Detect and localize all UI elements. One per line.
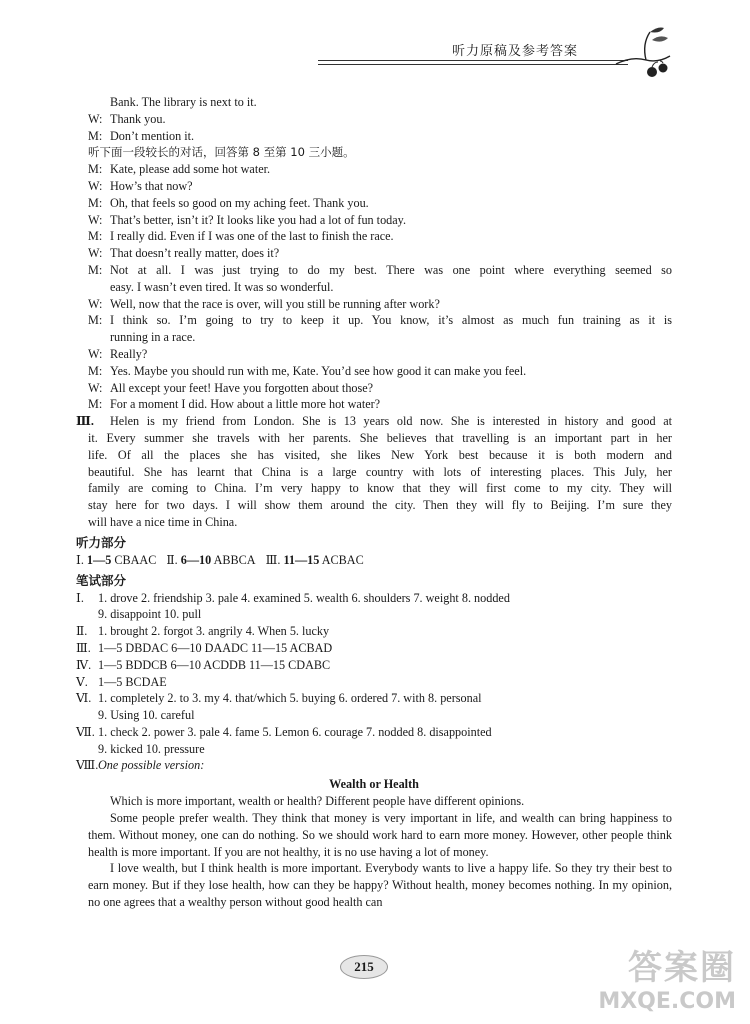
passage-text: life. Of all the places she has visited, she likes New York best because it is both modern and [88, 447, 672, 462]
dialogue-line [88, 128, 672, 145]
written-answer-line: Ⅱ. 1. brought 2. forgot 3. angrily 4. When 5. lucky [76, 624, 330, 639]
passage-text: stay here for two days. I will show them around the city. Then they will fly to Beijing. I’m sure they [88, 498, 672, 513]
speaker-label [88, 94, 110, 111]
dialogue-line [88, 380, 672, 397]
essay-paragraph: Which is more important, wealth or health? Different people have different opinions. [110, 794, 525, 809]
dialogue-text: That’s better, isn’t it? It looks like you had a lot of fun today. [110, 212, 407, 227]
written-answer-line: Ⅲ. 1—5 DBDAC 6—10 DAADC 11—15 ACBAD [76, 640, 333, 655]
dialogue-line [88, 312, 672, 329]
dialogue-line [88, 262, 672, 279]
dialogue-text: Oh, that feels so good on my aching feet. Thank you. [110, 195, 369, 210]
dialogue-line [88, 178, 672, 195]
dialogue-line [88, 245, 672, 262]
answers-block [76, 533, 672, 911]
passage-line [76, 480, 672, 497]
dialogue-line [88, 363, 672, 380]
dialogue-text: How’s that now? [110, 178, 193, 193]
dialogue-text: Not at all. I was just trying to do my best. There was one point where everything seemed so [110, 262, 672, 277]
speaker-label: W: [88, 296, 103, 311]
dialogue-line [88, 195, 672, 212]
passage-line [76, 430, 672, 447]
header-title: 听力原稿及参考答案 [452, 44, 579, 59]
dialogue-text: That doesn’t really matter, does it? [110, 246, 280, 261]
section-label: Ⅲ. [76, 414, 94, 429]
watermark-logo-text: 答案圈 [628, 948, 736, 988]
dialogue-text: I really did. Even if I was one of the last to finish the race. [110, 229, 394, 244]
written-heading: 笔试部分 [76, 572, 127, 588]
answer-group: Ⅲ. 11—15 ACBAC [265, 552, 364, 567]
written-answer-line: Ⅷ. One possible version: [76, 758, 205, 773]
listening-answer-line [76, 552, 672, 569]
passage-text: family are coming to China. I’m very happy to know that they will first come to my city. They will [88, 481, 672, 496]
written-answer-line: Ⅵ. 1. completely 2. to 3. my 4. that/which 5. buying 6. ordered 7. with 8. personal [76, 691, 482, 706]
passage-line [76, 447, 672, 464]
speaker-label: M: [88, 313, 103, 328]
speaker-label: M: [88, 229, 103, 244]
dialogue-text: Yes. Maybe you should run with me, Kate. You’d see how good it can make you feel. [110, 363, 527, 378]
essay-paragraph: I love wealth, but I think health is more important. Everybody wants to live a happy life. So they try their best to earn money. But if they lose health, how can they be happy? Without health, money becomes nothing. In my opinion, no one agrees that a wealthy person without good health can [88, 861, 672, 910]
passage-text: beautiful. She has learnt that China is a large country with lots of interesting places. This July, her [88, 464, 672, 479]
speaker-label: W: [88, 380, 103, 395]
speaker-label: M: [88, 363, 103, 378]
passage-line [76, 413, 672, 430]
speaker-label: W: [88, 111, 103, 126]
speaker-label: M: [88, 262, 103, 277]
speaker-label: W: [88, 246, 103, 261]
passage-block [76, 413, 672, 531]
essay-paragraph: Some people prefer wealth. They think that money is very important in life, and wealth can bring happiness to them. Without money, one can do nothing. So we should work hard to earn more money. However, other people think health is more important. If you are not healthy, it is no use having a lot of money. [88, 811, 672, 859]
dialogue-text: Thank you. [110, 111, 166, 126]
passage-text: Helen is my friend from London. She is 13 years old now. She is interested in history and good at [110, 414, 672, 429]
dialogue-text: Bank. The library is next to it. [110, 95, 257, 109]
dialogue-line [88, 396, 672, 413]
watermark-url: MXQE.COM [598, 989, 736, 1014]
written-answer-line: Ⅰ. 1. drove 2. friendship 3. pale 4. examined 5. wealth 6. shoulders 7. weight 8. nodded [76, 590, 510, 605]
dialogue-text: All except your feet! Have you forgotten about those? [110, 380, 374, 395]
answer-group: Ⅱ. 6—10 ABBCA [166, 552, 256, 567]
instruction-line: 听下面一段较长的对话，回答第 8 至第 10 三小题。 [88, 145, 355, 160]
dialogue-text: Well, now that the race is over, will you still be running after work? [110, 296, 440, 311]
dialogue-line [88, 228, 672, 245]
dialogue-line [88, 329, 672, 346]
passage-line [76, 514, 672, 531]
dialogue-text: easy. I wasn’t even tired. It was so wonderful. [110, 279, 334, 294]
passage-text: will have a nice time in China. [88, 514, 238, 529]
dialogue-text: running in a race. [110, 330, 196, 345]
dialogue-text: For a moment I did. How about a little more hot water? [110, 397, 381, 412]
dialogue-line [88, 296, 672, 313]
speaker-label: W: [88, 212, 103, 227]
speaker-label: M: [88, 397, 103, 412]
passage-text: it. Every summer she travels with her parents. She believes that travelling is an important part in her [88, 430, 672, 445]
speaker-label: M: [88, 162, 103, 177]
dialogue-text: Kate, please add some hot water. [110, 162, 271, 177]
essay-title: Wealth or Health [329, 777, 419, 792]
dialogue-line [88, 212, 672, 229]
watermark [598, 940, 736, 1014]
answer-group: Ⅰ. 1—5 CBAAC [76, 552, 157, 567]
dialogue-line [88, 346, 672, 363]
speaker-label: W: [88, 178, 103, 193]
dialogue-line [88, 279, 672, 296]
listening-heading: 听力部分 [76, 534, 127, 550]
dialogue-line [88, 111, 672, 128]
dialogue-text: Really? [110, 346, 148, 361]
written-answer-line: Ⅴ. 1—5 BCDAE [76, 674, 167, 689]
dialogue-line [88, 161, 672, 178]
written-answer-line: Ⅶ. 1. check 2. power 3. pale 4. fame 5. Lemon 6. courage 7. nodded 8. disappointed [76, 724, 492, 739]
cherry-branch-icon [612, 26, 674, 82]
speaker-label [88, 279, 110, 296]
speaker-label [88, 329, 110, 346]
passage-line [76, 464, 672, 481]
essay-body [88, 793, 672, 911]
speaker-label: W: [88, 346, 103, 361]
page-number: 215 [340, 955, 388, 979]
header-divider [318, 60, 628, 65]
dialogue-text: I think so. I’m going to try to keep it up. You know, it’s almost as much fun training as it is [110, 313, 672, 328]
written-answer-line: 9. Using 10. careful [98, 708, 195, 723]
dialogue-text: Don’t mention it. [110, 128, 195, 143]
speaker-label: M: [88, 195, 103, 210]
dialogue-line [88, 94, 672, 111]
page-content [76, 94, 672, 911]
written-answer-line: 9. disappoint 10. pull [98, 607, 202, 622]
written-answer-line: Ⅳ. 1—5 BDDCB 6—10 ACDDB 11—15 CDABC [76, 657, 331, 672]
written-answer-line: 9. kicked 10. pressure [98, 741, 205, 756]
passage-line [76, 497, 672, 514]
speaker-label: M: [88, 128, 103, 143]
